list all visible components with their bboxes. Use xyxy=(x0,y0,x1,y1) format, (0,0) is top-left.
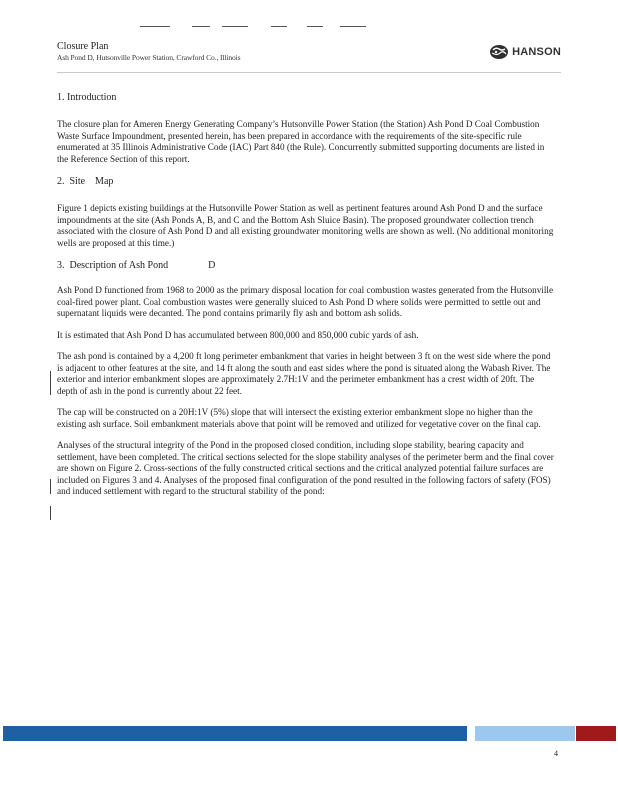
paragraph: It is estimated that Ash Pond D has accumulated between 800,000 and 850,000 cubic yards of ash. xyxy=(57,329,419,340)
paragraph: The ash pond is contained by a 4,200 ft long perimeter embankment that varies in height between 3 ft on the west side where the pond is adjacent to other features at the site, and 14 ft along the south and east sides where the pond is situated along the Wabash River. The exterior and interior embankment slopes are approximately 2.7H:1V and the perimeter embankment has a crest width of 20ft. The depth of ash in the pond is currently about 22 feet. xyxy=(57,351,551,396)
page-header xyxy=(57,41,561,69)
revision-bar xyxy=(50,479,51,494)
header-title: Closure Plan xyxy=(57,41,109,52)
header-divider xyxy=(57,72,561,73)
section-heading: 2. Site Map xyxy=(57,176,114,187)
footer-band-dark xyxy=(3,726,467,741)
header-subtitle: Ash Pond D, Hutsonville Power Station, Crawford Co., Illinois xyxy=(57,53,241,62)
paragraph: Analyses of the structural integrity of the Pond in the proposed closed condition, including slope stability, bearing capacity and settlement, have been completed. The critical sections selected for the slope stability analyses of the perimeter berm and the final cover are shown on Figure 2. Cross-sections of the fully constructed critical sections and the critical analyzed potential failure surfaces are included on Figures 3 and 4. Analyses of the proposed final configuration of the pond resulted in the following factors of safety (FOS) and induced settlement with regard to the structural stability of the pond: xyxy=(57,440,554,496)
page-number: 4 xyxy=(554,749,558,758)
footer-band-light xyxy=(475,726,575,741)
paragraph: Figure 1 depicts existing buildings at the Hutsonville Power Station as well as pertinent features around Ash Pond D and the surface impoundments at the site (Ash Ponds A, B, and C and the Bottom Ash Sluice Basin). The proposed groundwater collection trench associated with the closure of Ash Pond D and all existing groundwater monitoring wells are shown as well. (No additional monitoring wells are proposed at this time.) xyxy=(57,203,554,248)
section-introduction xyxy=(57,92,555,165)
section-heading: 3. Description of Ash Pond D xyxy=(57,260,216,271)
section-site-map xyxy=(57,176,555,249)
paragraph: The cap will be constructed on a 20H:1V (5%) slope that will intersect the existing exterior embankment slope no higher than the existing ash surface. Soil embankment materials above that point will be removed and utilized for vegetative cover on the final cap. xyxy=(57,407,541,429)
section-description xyxy=(57,260,555,498)
revision-bar xyxy=(50,506,51,520)
logo-wordmark: HANSON xyxy=(512,46,561,58)
globe-logo-icon xyxy=(489,44,509,60)
section-heading: 1. Introduction xyxy=(57,92,117,103)
paragraph: The closure plan for Ameren Energy Generating Company’s Hutsonville Power Station (the Station) Ash Pond D Coal Combustion Waste Surface Impoundment, presented herein, has been prepared in accordance with the requirements of the site-specific rule enumerated at 35 Illinois Administrative Code (IAC) Part 840 (the Rule). Concurrently submitted supporting documents are listed in the Reference Section of this report. xyxy=(57,119,545,164)
footer-band-accent xyxy=(576,726,616,741)
company-logo xyxy=(489,41,561,63)
document-body xyxy=(57,92,555,508)
revision-bar xyxy=(50,371,51,395)
paragraph: Ash Pond D functioned from 1968 to 2000 as the primary disposal location for coal combustion wastes generated from the Hutsonville coal-fired power plant. Coal combustion wastes were generally sluiced to Ash Pond D where solids were permitted to settle out and supernatant liquids were decanted. The pond contains primarily fly ash and bottom ash solids. xyxy=(57,285,554,318)
